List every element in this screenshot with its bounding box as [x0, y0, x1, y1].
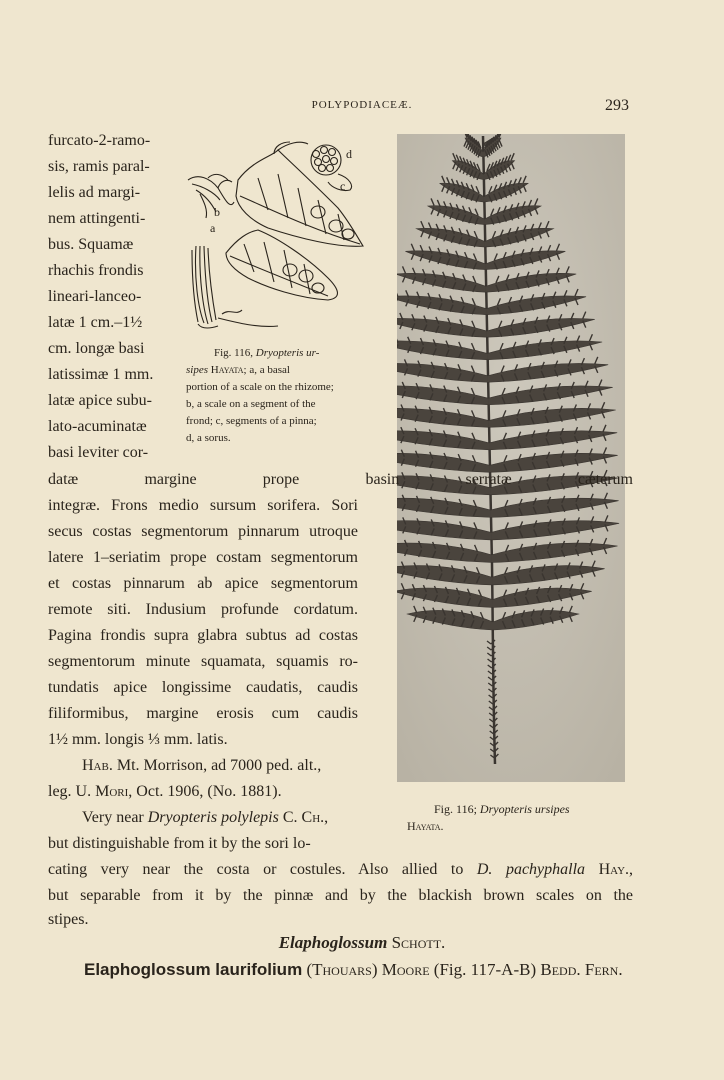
- genus-heading: Elaphoglossum Schott.: [278, 933, 446, 952]
- figure-caption-line: portion of a scale on the rhizome;: [186, 381, 334, 393]
- text-line: 1½ mm. longis ⅓ mm. latis.: [48, 731, 228, 748]
- text-line: lineari-lanceo-: [48, 288, 142, 305]
- species-heading: Elaphoglossum laurifolium (Thouars) Moore (Fig. 117-A-B) Bedd. Fern.: [84, 960, 623, 979]
- text-line: datæ margine prope basin serratæ cæterum: [48, 471, 633, 488]
- text-line: rhachis frondis: [48, 262, 144, 279]
- text-line: sis, ramis paral-: [48, 158, 150, 175]
- figure-caption-line: d, a sorus.: [186, 432, 231, 444]
- figure-letter-a: a: [210, 221, 216, 235]
- running-title: POLYPODIACEÆ.: [311, 99, 413, 111]
- text-line: secus costas segmentorum pinnarum utroque: [48, 523, 358, 540]
- comparison-line: Very near Dryopteris polylepis C. Ch.,: [82, 809, 329, 826]
- text-line: bus. Squamæ: [48, 236, 134, 253]
- text-line: Pagina frondis supra glabra subtus ad costas: [48, 627, 358, 644]
- text-line: latissimæ 1 mm.: [48, 366, 154, 383]
- text-line: latere 1–seriatim prope costam segmentorum: [48, 549, 358, 566]
- text-line: remote siti. Indusium profunde cordatum.: [48, 601, 358, 618]
- text-line: segmentorum minute squamata, squamis ro-: [48, 653, 358, 670]
- fern-frond-photograph: [397, 134, 625, 782]
- running-head: [0, 97, 724, 117]
- figure-caption-line: Fig. 116, Dryopteris ur-: [214, 347, 320, 359]
- figure-letter-b: b: [214, 205, 220, 219]
- collector-line: leg. U. Mori, Oct. 1906, (No. 1881).: [48, 783, 282, 800]
- photo-caption: Fig. 116; Dryopteris ursipes: [434, 802, 570, 816]
- text-line: latæ 1 cm.–1½: [48, 314, 143, 331]
- comparison-line: but distinguishable from it by the sori lo-: [48, 835, 311, 852]
- text-line: tundatis apice longissime caudatis, caudis: [48, 679, 358, 696]
- text-line: lelis ad margi-: [48, 184, 141, 201]
- text-line: lato-acuminatæ: [48, 418, 147, 435]
- figure-caption-line: frond; c, segments of a pinna;: [186, 415, 317, 427]
- page-number: 293: [605, 97, 629, 114]
- text-line: integræ. Frons medio sursum sorifera. Sori: [48, 497, 358, 514]
- text-line: cm. longæ basi: [48, 340, 145, 357]
- text-line: et costas pinnarum ab apice segmentorum: [48, 575, 358, 592]
- figure-caption-line: sipes Hayata; a, a basal: [186, 364, 290, 376]
- figure-caption-line: b, a scale on a segment of the: [186, 398, 316, 410]
- text-line: basi leviter cor-: [48, 444, 149, 461]
- text-line: latæ apice subu-: [48, 392, 152, 409]
- habitat-line: Hab. Mt. Morrison, ad 7000 ped. alt.,: [82, 757, 322, 774]
- figure-letter-c: c: [340, 179, 346, 193]
- text-line: filiformibus, margine erosis cum caudis: [48, 705, 358, 722]
- scale-and-sorus-drawing: [178, 138, 378, 333]
- text-line: furcato-2-ramo-: [48, 132, 151, 149]
- text-line: but separable from it by the pinnæ and by the blackish brown scales on the: [48, 887, 633, 904]
- text-line: nem attingenti-: [48, 210, 146, 227]
- text-line: cating very near the costa or costules. Also allied to D. pachyphalla Hay.,: [48, 861, 634, 878]
- photo-caption-author: Hayata.: [407, 819, 444, 833]
- text-line: stipes.: [48, 911, 89, 928]
- figure-letter-d: d: [346, 147, 352, 161]
